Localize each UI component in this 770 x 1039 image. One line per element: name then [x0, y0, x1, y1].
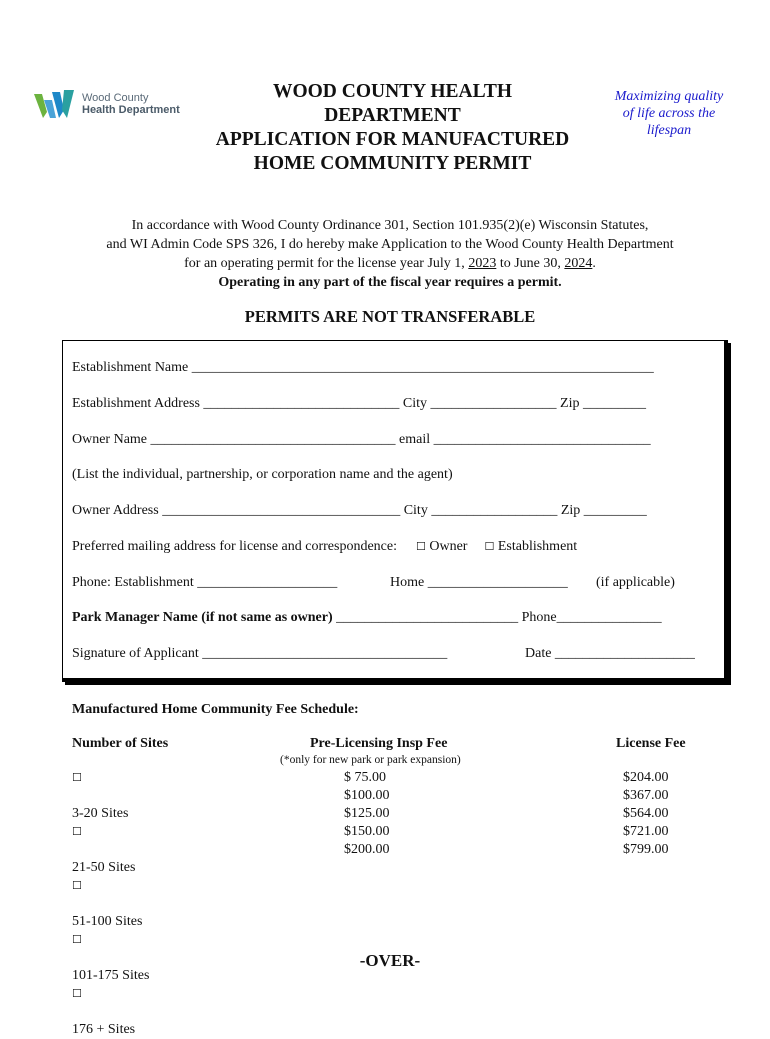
fee-schedule-title: Manufactured Home Community Fee Schedule:: [72, 702, 359, 717]
site-label: 51-100 Sites: [72, 914, 143, 929]
logo-line2: Health Department: [82, 104, 180, 116]
license-year-start: 2023: [468, 256, 497, 271]
license-fee: $721.00: [623, 824, 669, 839]
title-line-2: DEPARTMENT: [324, 105, 461, 126]
license-year-end: 2024: [564, 256, 593, 271]
site-checkbox[interactable]: ☐: [72, 771, 82, 784]
col-pre-licensing-fee: Pre-Licensing Insp Fee: [310, 736, 448, 751]
title-line-1: WOOD COUNTY HEALTH: [272, 81, 513, 102]
col-number-of-sites: Number of Sites: [72, 736, 169, 751]
insp-fee: $ 75.00: [344, 770, 386, 785]
signature-field[interactable]: Signature of Applicant ___________________________________: [72, 646, 448, 661]
tagline-line-1: Maximizing quality: [614, 89, 724, 104]
phone-note: (if applicable): [596, 575, 675, 590]
insp-fee: $125.00: [344, 806, 390, 821]
intro-line-2: and WI Admin Code SPS 326, I do hereby make Application to the Wood County Health Department: [106, 237, 674, 252]
license-fee: $799.00: [623, 842, 669, 857]
document-title: [190, 80, 595, 176]
establishment-option-label: Establishment: [497, 539, 578, 554]
site-checkbox[interactable]: ☐: [72, 987, 82, 1000]
over-footer: -OVER-: [359, 951, 421, 970]
owner-address-field[interactable]: Owner Address __________________________________ City __________________ Zip _________: [72, 503, 647, 518]
intro-line-4: Operating in any part of the fiscal year requires a permit.: [218, 275, 562, 290]
tagline: [595, 88, 743, 139]
sites-option[interactable]: [72, 769, 149, 823]
col-license-fee: License Fee: [616, 736, 686, 751]
list-note: (List the individual, partnership, or corporation name and the agent): [72, 467, 453, 482]
insp-fee: $100.00: [344, 788, 390, 803]
site-checkbox[interactable]: ☐: [72, 879, 82, 892]
establishment-checkbox[interactable]: ☐: [484, 540, 495, 553]
intro-paragraph: [40, 216, 740, 292]
sites-option[interactable]: [72, 877, 149, 931]
intro-line-3a: for an operating permit for the license year July 1,: [184, 256, 469, 271]
insp-fee: $150.00: [344, 824, 390, 839]
title-line-3: APPLICATION FOR MANUFACTURED: [215, 129, 570, 150]
site-label: 21-50 Sites: [72, 860, 136, 875]
tagline-line-3: lifespan: [646, 123, 692, 138]
owner-option-label: Owner: [429, 539, 468, 554]
sites-list: [72, 769, 149, 1039]
not-transferable-heading: PERMITS ARE NOT TRANSFERABLE: [244, 307, 536, 326]
wood-county-logo: [34, 88, 194, 124]
license-fees: [623, 769, 669, 859]
park-manager-field[interactable]: [72, 609, 662, 627]
park-manager-label: Park Manager Name (if not same as owner): [72, 610, 333, 625]
owner-name-field[interactable]: Owner Name ___________________________________ email _______________________________: [72, 432, 651, 447]
license-fee: $204.00: [623, 770, 669, 785]
logo-text: [82, 92, 180, 116]
wood-county-w-icon: [34, 88, 80, 120]
mailing-label: Preferred mailing address for license and correspondence:: [72, 539, 397, 554]
pre-licensing-fees: [344, 769, 390, 859]
tagline-line-2: of life across the: [622, 106, 716, 121]
license-fee: $564.00: [623, 806, 669, 821]
establishment-name-field[interactable]: Establishment Name __________________________________________________________________: [72, 360, 654, 375]
establishment-address-field[interactable]: Establishment Address ____________________________ City __________________ Zip _________: [72, 396, 646, 411]
site-checkbox[interactable]: ☐: [72, 933, 82, 946]
date-field[interactable]: Date ____________________: [525, 646, 695, 661]
site-label: 101-175 Sites: [72, 968, 150, 983]
park-manager-line: __________________________ Phone_______________: [332, 610, 662, 625]
phone-establishment-field[interactable]: Phone: Establishment ____________________: [72, 575, 338, 590]
mailing-preference-row: [72, 538, 577, 556]
pre-licensing-note: (*only for new park or park expansion): [280, 754, 461, 766]
logo-line1: Wood County: [82, 92, 149, 104]
sites-option[interactable]: [72, 823, 149, 877]
phone-home-field[interactable]: Home ____________________: [390, 575, 568, 590]
intro-line-3c: .: [592, 256, 596, 271]
intro-line-3b: to June 30,: [496, 256, 565, 271]
intro-line-1: In accordance with Wood County Ordinance 301, Section 101.935(2)(e) Wisconsin Statutes,: [131, 218, 649, 233]
site-label: 3-20 Sites: [72, 806, 129, 821]
site-label: 176 + Sites: [72, 1022, 136, 1037]
site-checkbox[interactable]: ☐: [72, 825, 82, 838]
owner-checkbox[interactable]: ☐: [415, 540, 426, 553]
insp-fee: $200.00: [344, 842, 390, 857]
intro-line-3: [40, 254, 740, 273]
license-fee: $367.00: [623, 788, 669, 803]
title-line-4: HOME COMMUNITY PERMIT: [253, 153, 532, 174]
sites-option[interactable]: [72, 985, 149, 1039]
